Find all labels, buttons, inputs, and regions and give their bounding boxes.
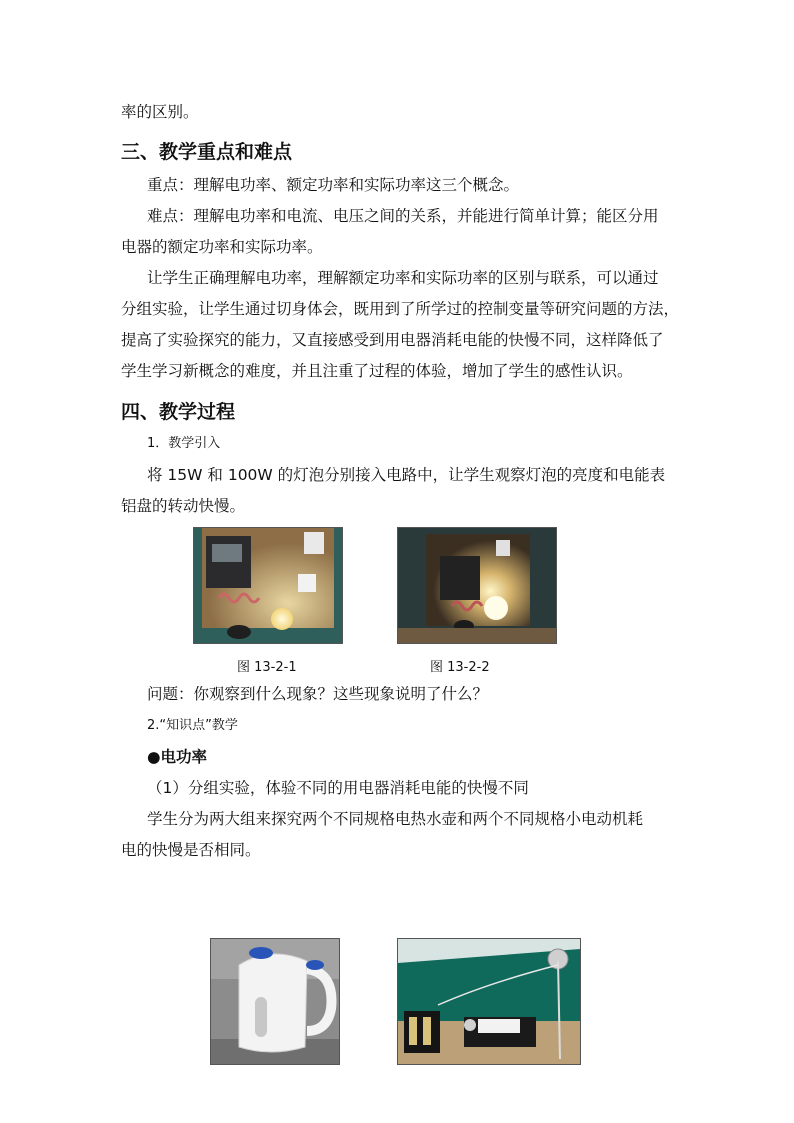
paragraph-line-3: 提高了实验探究的能力，又直接感受到用电器消耗电能的快慢不同，这样降低了: [121, 331, 664, 349]
subheading-group-experiment: （1）分组实验，体验不同的用电器消耗电能的快慢不同: [147, 779, 529, 797]
figure-electric-kettle: [210, 938, 340, 1065]
figure-electric-motor: [397, 938, 581, 1065]
group-text-2: 电的快慢是否相同。: [121, 841, 261, 859]
difficulty-text-1: 难点：理解电功率和电流、电压之间的关系，并能进行简单计算；能区分用: [147, 207, 659, 225]
section-heading-3: 三、教学重点和难点: [121, 141, 293, 163]
focus-text: 重点：理解电功率、额定功率和实际功率这三个概念。: [147, 176, 520, 194]
paragraph-line-1: 让学生正确理解电功率，理解额定功率和实际功率的区别与联系，可以通过: [147, 269, 659, 287]
experiment-text-1: 将 15W 和 100W 的灯泡分别接入电路中，让学生观察灯泡的亮度和电能表: [147, 466, 666, 484]
figure-lamp-100w: [397, 527, 557, 644]
figure-caption-2: 图 13-2-2: [430, 660, 490, 675]
bullet-electric-power: ●电功率: [147, 748, 208, 766]
section-heading-4: 四、教学过程: [121, 401, 236, 423]
figure-lamp-15w: [193, 527, 343, 644]
paragraph-line-2: 分组实验，让学生通过切身体会，既用到了所学过的控制变量等研究问题的方法，: [121, 300, 680, 318]
item-1-heading: 1．教学引入: [147, 436, 221, 451]
difficulty-text-2: 电器的额定功率和实际功率。: [121, 238, 323, 256]
experiment-text-2: 铝盘的转动快慢。: [121, 497, 246, 515]
question-text: 问题：你观察到什么现象？这些现象说明了什么？: [147, 685, 489, 703]
paragraph-line-4: 学生学习新概念的难度，并且注重了过程的体验，增加了学生的感性认识。: [121, 362, 633, 380]
item-2-heading: 2.“知识点”教学: [147, 718, 238, 733]
figure-caption-1: 图 13-2-1: [237, 660, 297, 675]
group-text-1: 学生分为两大组来探究两个不同规格电热水壶和两个不同规格小电动机耗: [147, 810, 644, 828]
paragraph-text: 率的区别。: [121, 103, 199, 121]
